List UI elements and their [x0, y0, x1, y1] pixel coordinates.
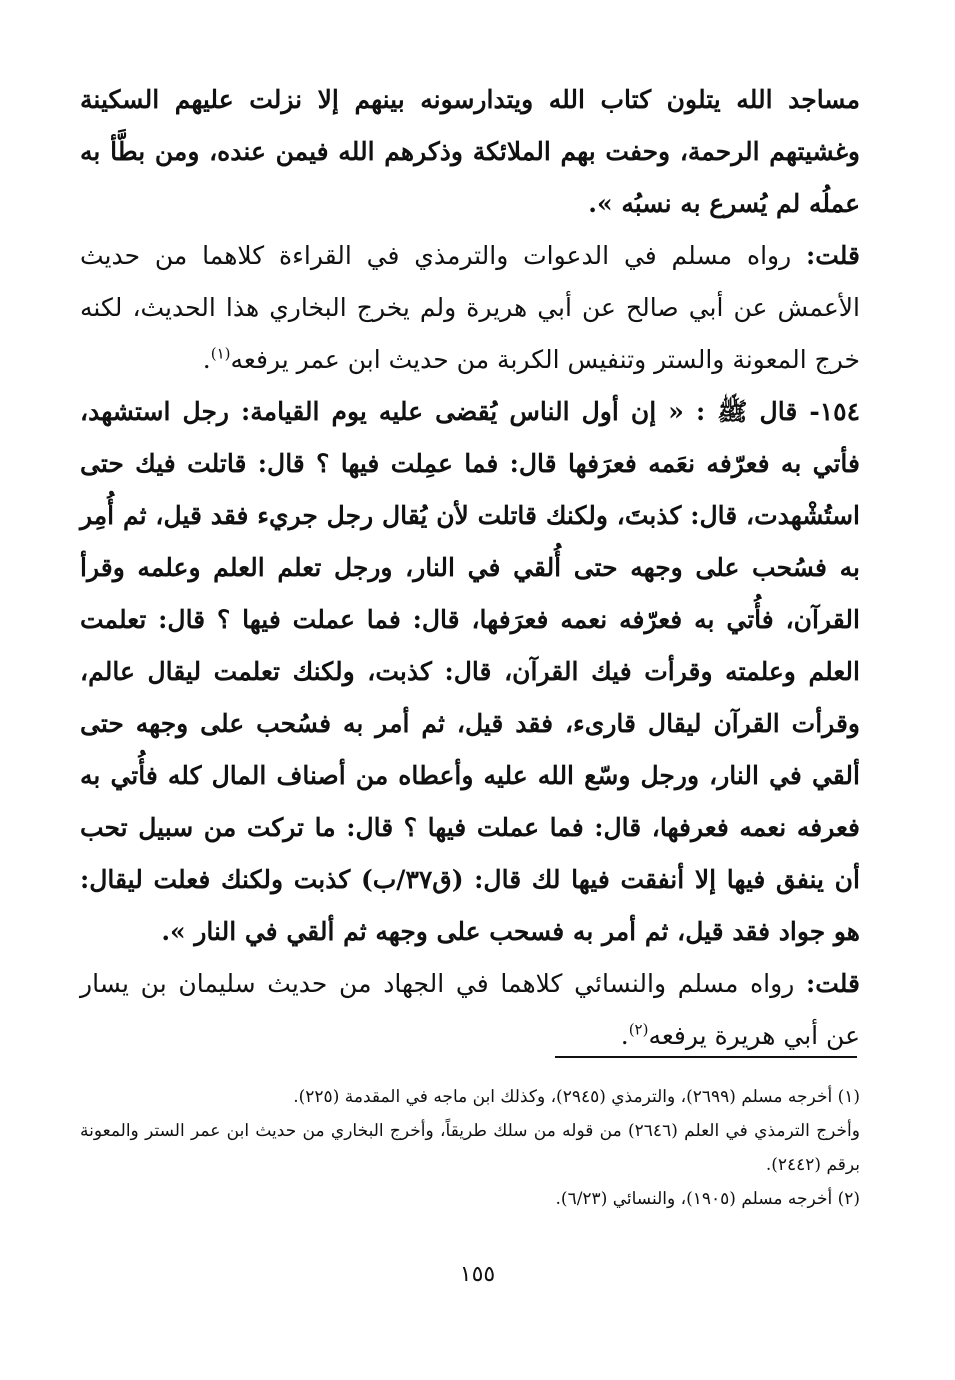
- footnote-separator: [555, 1056, 857, 1058]
- commentary-text-2: رواه مسلم والنسائي كلاهما في الجهاد من حديث سليمان بن يسار عن أبي هريرة يرفعه: [80, 969, 860, 1050]
- hadith-text: « إن أول الناس يُقضى عليه يوم القيامة: رجل استشهد، فأتي به فعرّفه نعَمه فعرَفها قال: فما عمِلت فيها ؟ قال: قاتلت فيك حتى استُشْهدت، قال: كذبتَ، ولكنك قاتلت لأن يُقال رجل جريء فقد قيل، ثم أُمِر به فسُحب على وجهه حتى أُلقي في النار، ورجل تعلم العلم وعلمه وقرأ القرآن، فأُتي به فعرّفه نعمه فعرَفها، قال: فما عملت فيها ؟ قال: تعلمت العلم وعلمته وقرأت فيك القرآن، قال: كذبت، ولكنك تعلمت ليقال عالم، وقرأت القرآن ليقال قارىء، فقد قيل، ثم أمر به فسُحب على وجهه حتى ألقي في النار، ورجل وسّع الله عليه وأعطاه من أصناف المال كله فأُتي به فعرفه نعمه فعرفها، قال: فما عملت فيها ؟ قال: ما تركت من سبيل تحب أن ينفق فيها إلا أنفقت فيها لك قال: (ق٣٧/ب) كذبت ولكنك فعلت ليقال: هو جواد فقد قيل، ثم أمر به فسحب على وجهه ثم ألقي في النار ».: [80, 397, 860, 946]
- commentary-end-2: .: [620, 1021, 629, 1050]
- commentary-paragraph-1: [80, 230, 860, 386]
- hadith-continuation: مساجد الله يتلون كتاب الله ويتدارسونه بينهم إلا نزلت عليهم السكينة وغشيتهم الرحمة، وحفت بهم الملائكة وذكرهم الله فيمن عنده، ومن بطَّأ به عملُه لم يُسرع به نسبُه ».: [80, 85, 860, 218]
- footnote-ref-1: (١): [210, 344, 231, 363]
- commentary-end-1: .: [202, 345, 211, 374]
- footnotes: [80, 1080, 860, 1216]
- footnote-2: (٢) أخرجه مسلم (١٩٠٥)، والنسائي (٦/٢٣).: [555, 1189, 860, 1209]
- hadith-paragraph: [80, 386, 860, 958]
- footnote-1: (١) أخرجه مسلم (٢٦٩٩)، والترمذي (٢٩٤٥)، وكذلك ابن ماجه في المقدمة (٢٢٥).: [293, 1087, 860, 1107]
- hadith-number: ١٥٤- قال ﷺ :: [695, 397, 861, 426]
- commentary-text-1: رواه مسلم في الدعوات والترمذي في القراءة كلاهما من حديث الأعمش عن أبي صالح عن أبي هريرة ولم يخرج البخاري هذا الحديث، لكنه خرج المعونة والستر وتنفيس الكربة من حديث ابن عمر يرفعه: [80, 241, 860, 374]
- commentary-paragraph-2: [80, 958, 860, 1062]
- footnote-1-cont: وأخرج الترمذي في العلم (٢٦٤٦) من قوله من سلك طريقاً، وأخرج البخاري من حديث ابن عمر الستر والمعونة برقم (٢٤٤٢).: [80, 1121, 860, 1175]
- qult-label-2: قلت:: [805, 969, 860, 998]
- qult-label-1: قلت:: [805, 241, 860, 270]
- main-text: [80, 74, 860, 1062]
- page-number: ١٥٥: [459, 1262, 496, 1287]
- footnote-ref-2: (٢): [628, 1020, 649, 1039]
